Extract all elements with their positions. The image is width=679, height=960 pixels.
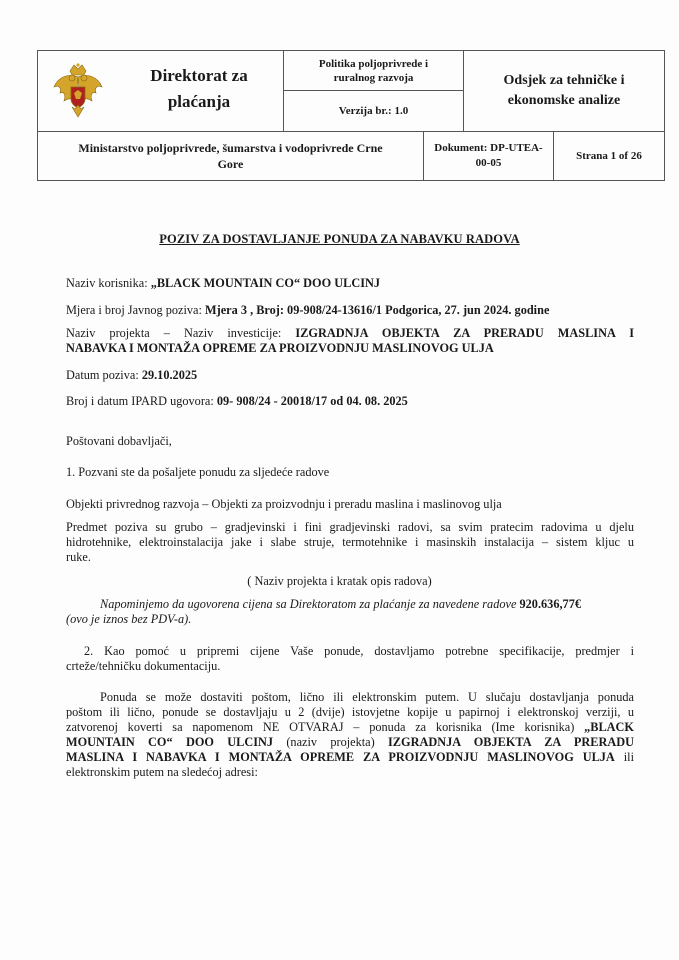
field-measure-value: Mjera 3 , Broj: 09-908/24-13616/1 Podgorica, 27. jun 2024. godine (205, 303, 550, 317)
field-user-label: Naziv korisnika: (66, 276, 151, 290)
field-project-line2: NABAVKA I MONTAŽA OPREME ZA PROIZVODNJU MASLINOVOG ULJA (66, 341, 494, 355)
document-header-table (37, 50, 665, 181)
delivery-line4 (66, 735, 634, 750)
ministry-line1: Ministarstvo poljoprivrede, šumarstva i vodoprivrede Crne (78, 141, 383, 155)
field-project-label: Naziv projekta – Naziv investicije: (66, 326, 296, 340)
org-title-line2: plaćanja (167, 92, 231, 111)
header-page-cell (554, 131, 664, 180)
policy-line1: Politika poljoprivrede i (318, 57, 429, 70)
document-title: POZIV ZA DOSTAVLJANJE PONUDA ZA NABAVKU RADOVA (159, 232, 520, 246)
delivery-line2: poštom ili lično, ponude se dostavljaju u 2 (dvije) istovjetne kopije u papirnoj i elektronskoj verziji, u (66, 705, 634, 719)
field-measure-label: Mjera i broj Javnog poziva: (66, 303, 205, 317)
greeting: Poštovani dobavljači, (66, 434, 172, 448)
header-ministry-cell (38, 131, 424, 180)
field-measure (66, 303, 549, 318)
delivery-line3 (66, 720, 634, 735)
header-document-cell (424, 131, 554, 180)
field-contract-value: 09- 908/24 - 20018/17 od 04. 08. 2025 (216, 394, 408, 408)
header-org-cell (38, 51, 284, 131)
document-id-line2: 00-05 (475, 157, 502, 169)
header-department-cell (464, 51, 664, 131)
subject-line2: hidrotehnike, elektroinstalacija jake i slabe struje, termotehnike i masinskih instalacija – sistem kljuc u (66, 535, 634, 549)
header-policy-cell (284, 51, 464, 91)
header-version-cell (284, 91, 464, 131)
subject-line1: Predmet poziva su grubo – gradjevinski i fini gradjevinski radovi, sa svim pratecim radovima u djelu (66, 520, 634, 534)
field-contract (66, 394, 408, 409)
field-date-label: Datum poziva: (66, 368, 142, 382)
department-line1: Odsjek za tehničke i (503, 73, 625, 88)
delivery-line4-user: MOUNTAIN CO“ DOO ULCINJ (66, 735, 274, 749)
field-date (66, 368, 197, 383)
note-line1 (100, 597, 581, 612)
policy-line2: ruralnog razvoja (333, 71, 414, 84)
delivery-line3-bold: „BLACK (584, 720, 634, 734)
item2-line2: crteže/tehničku dokumentaciju. (66, 659, 221, 673)
item1: 1. Pozvani ste da pošaljete ponudu za sljedeće radove (66, 465, 330, 479)
delivery-line5-text: ili (614, 750, 634, 764)
delivery-line3-text: zatvorenoj koverti sa napomenom NE OTVARAJ – ponuda za korisnika (Ime korisnika) (66, 720, 585, 734)
note-amount: 920.636,77€ (519, 597, 581, 611)
project-caption: ( Naziv projekta i kratak opis radova) (247, 574, 432, 588)
note-text: Napominjemo da ugovorena cijena sa Direktoratom za plaćanje za navedene radove (100, 597, 520, 611)
version-label: Verzija br.: 1.0 (338, 105, 409, 117)
subject-line3: ruke. (66, 550, 91, 564)
org-title (124, 63, 274, 115)
note-line2: (ovo je iznos bez PDV-a). (66, 612, 192, 626)
department-line2: ekonomske analize (507, 93, 621, 108)
delivery-line4-text: (naziv projekta) (273, 735, 389, 749)
field-contract-label: Broj i datum IPARD ugovora: (66, 394, 217, 408)
ministry-line2: Gore (217, 157, 244, 171)
montenegro-coat-of-arms-icon (50, 63, 106, 121)
org-title-line1: Direktorat za (150, 66, 248, 85)
delivery-line6: elektronskim putem na sledećoj adresi: (66, 765, 258, 779)
delivery-line5-project: MASLINA I NABAVKA I MONTAŽA OPREME ZA PROIZVODNJU MASLINOVOG ULJA (66, 750, 615, 764)
field-project-value-line1: IZGRADNJA OBJEKTA ZA PRERADU MASLINA I (295, 326, 634, 340)
document-id-line1: Dokument: DP-UTEA- (434, 142, 543, 154)
item2-line1: 2. Kao pomoć u pripremi cijene Vaše ponude, dostavljamo potrebne specifikacije, predmjer i (84, 644, 634, 658)
field-project-line1 (66, 326, 634, 341)
delivery-line5 (66, 750, 634, 765)
objects-text: Objekti privrednog razvoja – Objekti za proizvodnju i preradu maslina i maslinovog ulja (66, 497, 502, 511)
delivery-line4-project: IZGRADNJA OBJEKTA ZA PRERADU (388, 735, 635, 749)
delivery-line1: Ponuda se može dostaviti poštom, lično ili elektronskim putem. U slučaju dostavljanja ponuda (100, 690, 634, 704)
page-info: Strana 1 of 26 (576, 150, 642, 162)
field-date-value: 29.10.2025 (141, 368, 198, 382)
field-user-value: „BLACK MOUNTAIN CO“ DOO ULCINJ (150, 276, 381, 290)
field-user (66, 276, 380, 291)
